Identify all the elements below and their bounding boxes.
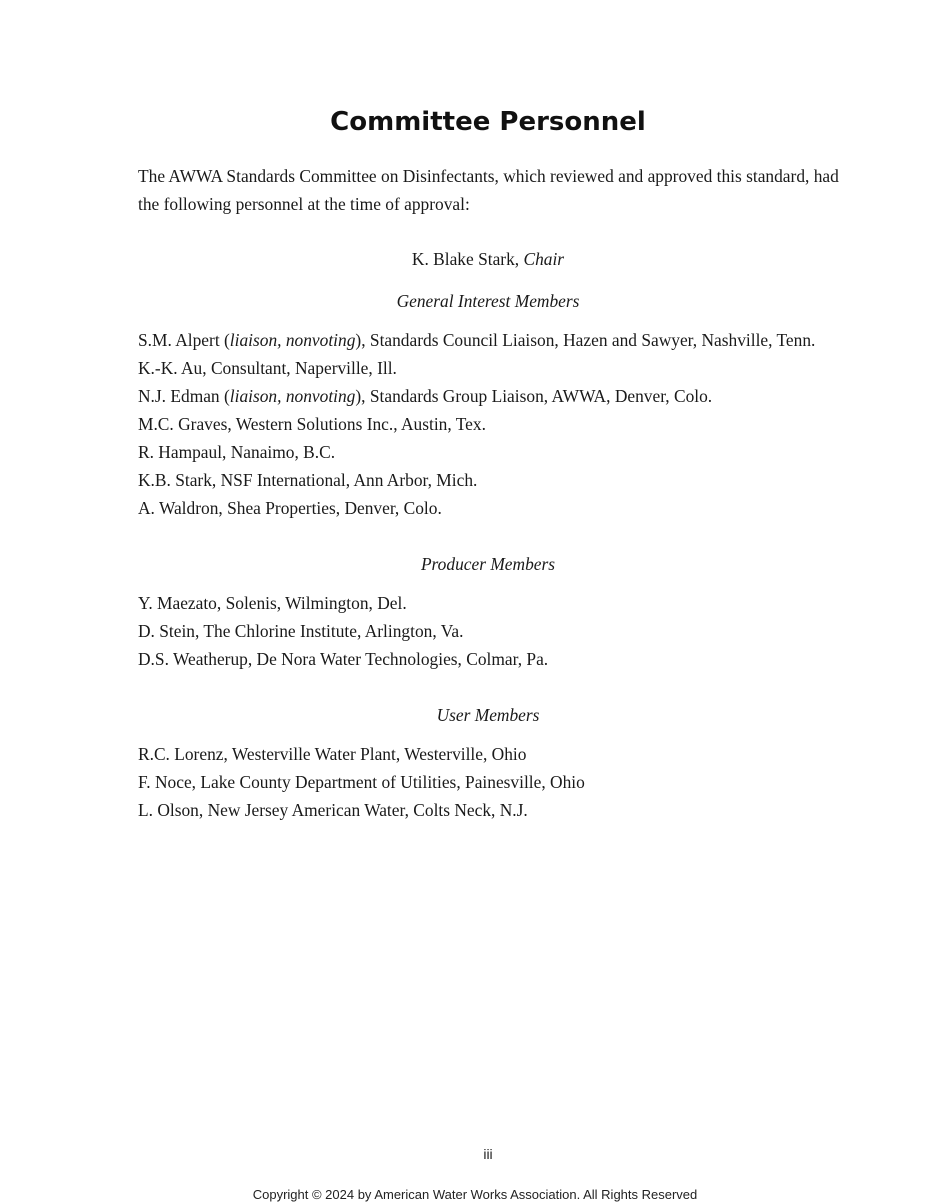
- intro-paragraph: The AWWA Standards Committee on Disinfectants, which reviewed and approved this standard, had the following personnel at the time of approval:: [138, 166, 839, 214]
- member-entry: D.S. Weatherup, De Nora Water Technologies, Colmar, Pa.: [138, 649, 549, 669]
- user-heading: User Members: [436, 705, 540, 725]
- member-entry: K.-K. Au, Consultant, Naperville, Ill.: [138, 358, 397, 378]
- member-entry: A. Waldron, Shea Properties, Denver, Colo.: [138, 498, 442, 518]
- chair-name: K. Blake Stark,: [411, 249, 524, 269]
- member-entry: N.J. Edman (liaison, nonvoting), Standards Group Liaison, AWWA, Denver, Colo.: [138, 386, 713, 406]
- page-title: Committee Personnel: [330, 107, 646, 137]
- general-interest-list: [138, 326, 898, 522]
- chair-role: Chair: [523, 249, 565, 269]
- member-entry: M.C. Graves, Western Solutions Inc., Austin, Tex.: [138, 414, 486, 434]
- copyright-notice: Copyright © 2024 by American Water Works Association. All Rights Reserved: [252, 1187, 698, 1202]
- member-entry: K.B. Stark, NSF International, Ann Arbor, Mich.: [138, 470, 478, 490]
- member-entry: Y. Maezato, Solenis, Wilmington, Del.: [138, 593, 407, 613]
- producer-heading: Producer Members: [420, 554, 556, 574]
- member-entry: D. Stein, The Chlorine Institute, Arlington, Va.: [138, 621, 464, 641]
- page-number: iii: [483, 1146, 493, 1162]
- member-entry: L. Olson, New Jersey American Water, Colts Neck, N.J.: [138, 800, 528, 820]
- member-entry: R. Hampaul, Nanaimo, B.C.: [138, 442, 336, 462]
- user-list: [138, 740, 898, 824]
- general-interest-heading: General Interest Members: [396, 291, 580, 311]
- producer-list: [138, 589, 898, 673]
- liaison-note: liaison, nonvoting: [229, 386, 356, 406]
- liaison-note: liaison, nonvoting: [229, 330, 356, 350]
- member-entry: S.M. Alpert (liaison, nonvoting), Standards Council Liaison, Hazen and Sawyer, Nashville, Tenn.: [138, 330, 816, 350]
- member-entry: F. Noce, Lake County Department of Utilities, Painesville, Ohio: [138, 772, 585, 792]
- member-entry: R.C. Lorenz, Westerville Water Plant, Westerville, Ohio: [138, 744, 527, 764]
- committee-chair: [0, 245, 950, 273]
